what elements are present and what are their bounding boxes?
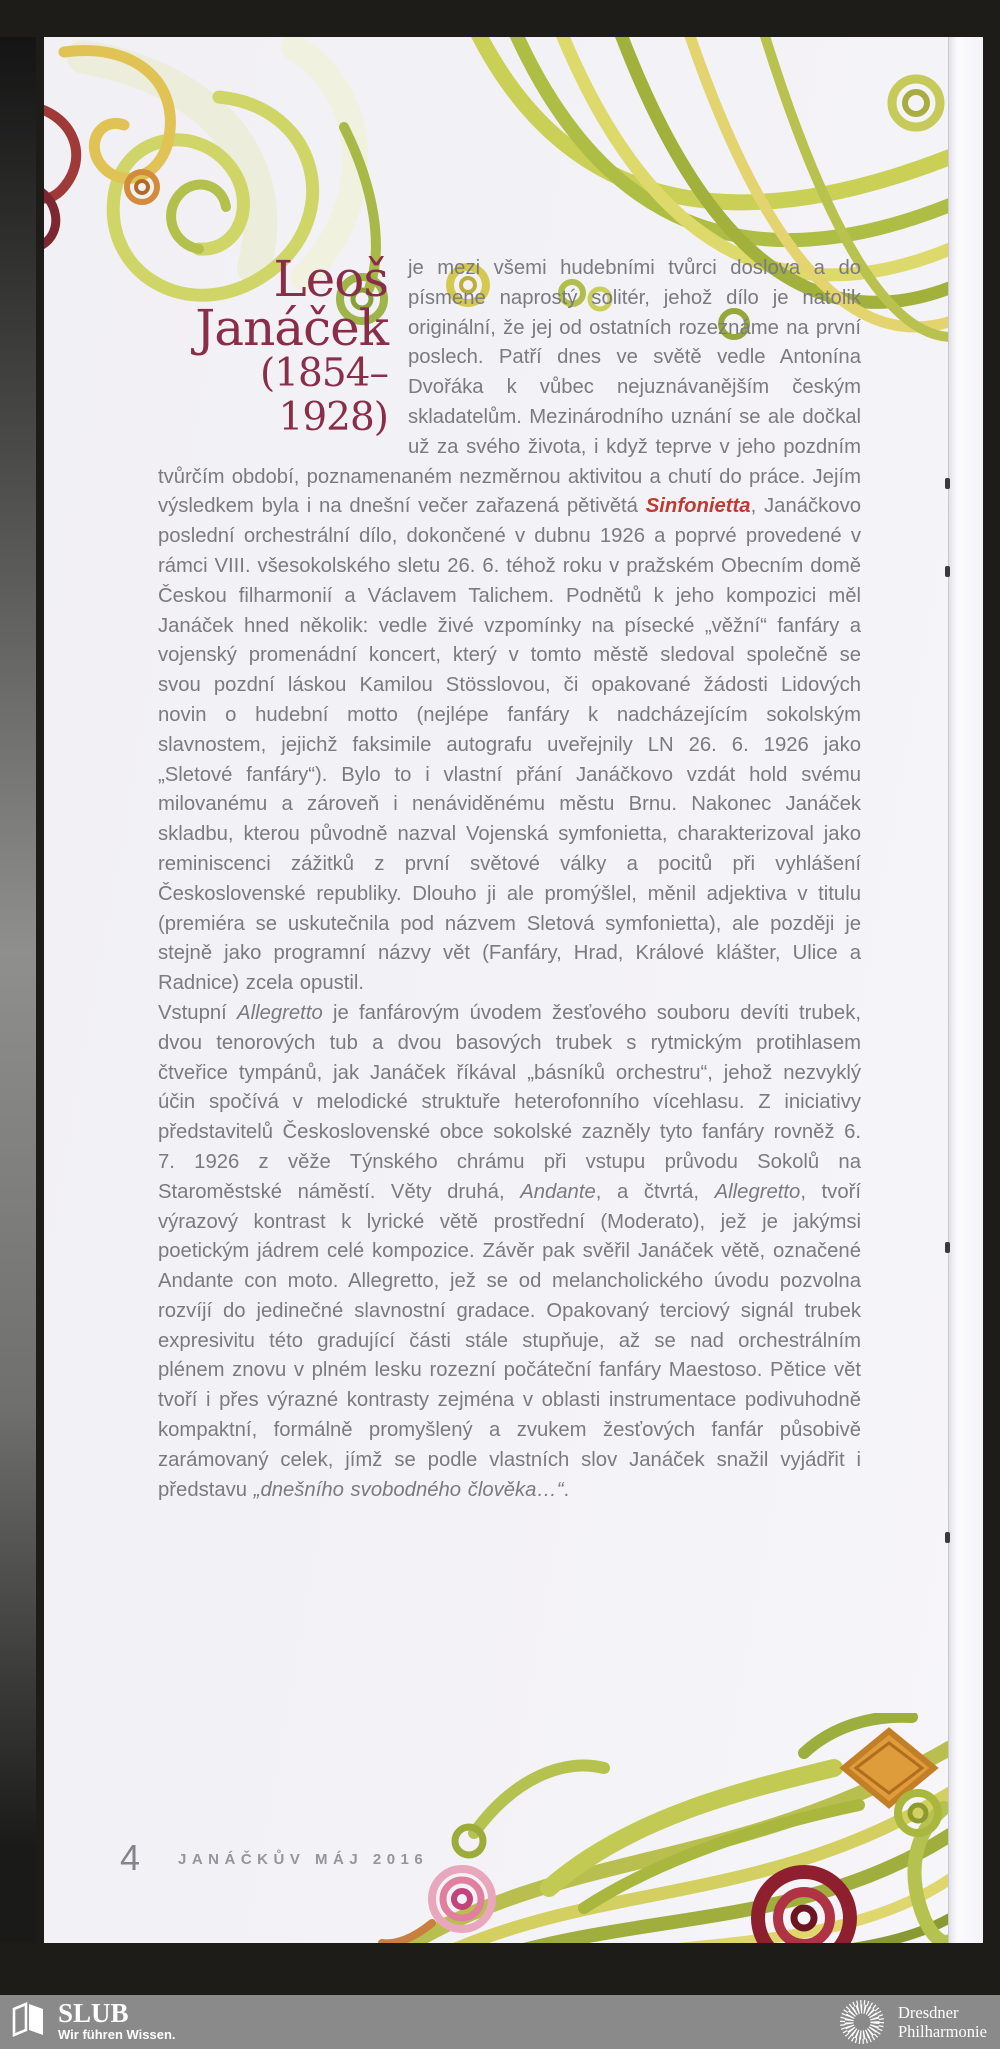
page-fold-edge bbox=[948, 37, 983, 1943]
fold-notch bbox=[945, 1532, 950, 1543]
composer-last-name: Janáček bbox=[195, 299, 388, 357]
composer-title-block bbox=[158, 250, 408, 440]
fold-notch bbox=[945, 1242, 950, 1253]
fold-notch bbox=[945, 478, 950, 489]
dresdner-philharmonie-logo-link[interactable] bbox=[836, 1995, 987, 2049]
slub-logo-link[interactable] bbox=[12, 1999, 176, 2042]
dresdner-philharmonie-wordmark bbox=[898, 2003, 987, 2041]
slub-tagline: Wir führen Wissen. bbox=[58, 2027, 176, 2042]
partner-line1: Dresdner bbox=[898, 2003, 959, 2022]
paragraph-sinfonietta-history: je mezi všemi hudebními tvůrci doslova a do písmene naprostý solitér, jehož dílo je natolik originální, že jej od ostatních rozeznáme na první poslech. Patří dnes ve světě vedle Antonína Dvořáka k vůbec nejuznávanějším českým skladatelům. Mezinárodního uznání se ale dočkal už za svého života, i když teprve v jeho pozdním tvůrčím období, poznamenaném nezměrnou aktivitou a chutí do práce. Jejím výsledkem byla i na dnešní večer zařazená pětivětá Sinfonietta, Janáčkovo poslední orchestrální dílo, dokončené v dubnu 1926 a poprvé provedené v rámci VIII. všesokolského sletu 26. 6. téhož roku v pražském Obecním domě Českou filharmonií a Václavem Talichem. Podnětů k jeho kompozici měl Janáček hned několik: vedle živé vzpomínky na písecké „věžní“ fanfáry a vojenský promenádní koncert, který v tomto městě sledoval společně se svou pozdní láskou Kamilou Stösslovou, či opakované žádosti Lidových novin o hudební motto (nejlépe fanfáry k nadcházejícím sokolským slavnostem, jejichž faksimile autografu uveřejnily LN 26. 6. 1926 jako „Sletové fanfáry“). Bylo to i vlastní přání Janáčkovo vzdát hold svému milovanému a zároveň i nenáviděnému městu Brnu. Nakonec Janáček skladbu, kterou původně nazval Vojenská symfonietta, charakterizoval jako reminiscenci zážitků z první světové války a pocitů při vyhlášení Československé republiky. Dlouho ji ale promýšlel, měnil adjektiva v titulu (premiéra se uskutečnila pod názvem Sletová symfonietta), ale později je stejně jako programní názvy vět (Fanfáry, Hrad, Králové klášter, Ulice a Radnice) zcela opustil. bbox=[158, 257, 861, 995]
paragraph-movements-analysis: Vstupní Allegretto je fanfárovým úvodem žesťového souboru devíti trubek, dvou tenorových tub a dvou basových trubek s rytmickým protihlasem čtveřice tympánů, jak Janáček říkával „básníků orchestru“, jehož nezvyklý účin spočívá v melodické struktuře heterofonního vícehlasu. Z iniciativy představitelů Československé obce sokolské zazněly tyto fanfáry rovněž 6. 7. 1926 z věže Týnského chrámu při vstupu průvodu Sokolů na Staroměstské náměstí. Věty druhá, Andante, a čtvrtá, Allegretto, tvoří výrazový kontrast k lyrické větě prostřední (Moderato), jež je jakýmsi poetickým jádrem celé kompozice. Závěr pak svěřil Janáček větě, označené Andante con moto. Allegretto, jež se od melancholického úvodu pozvolna rozvíjí do jedinečné slavnostní gradace. Opakovaný terciový signál trubek expresivitu této gradující části stále stupňuje, až se nad orchestrálním plénem znovu v plném lesku rozezní počáteční fanfáry Maestoso. Pětice vět tvoří i přes výrazné kontrasty zejména v oblasti instrumentace podivuhodně kompaktní, formálně promyšlený a zvukem žesťových fanfár působivě zarámovaný celek, jímž se podle vlastních slov Janáček snažil vyjádřit i představu „dnešního svobodného člověka…“. bbox=[158, 1001, 861, 1501]
page-number: 4 bbox=[120, 1837, 141, 1878]
fold-notch bbox=[945, 566, 950, 577]
article-body-text bbox=[158, 250, 861, 1505]
quilling-artwork-bottom bbox=[44, 1713, 948, 1943]
scanned-booklet-page bbox=[44, 37, 948, 1943]
partner-line2: Philharmonie bbox=[898, 2022, 987, 2041]
slub-name: SLUB bbox=[58, 1998, 129, 2028]
book-icon bbox=[12, 2001, 46, 2037]
article-content bbox=[158, 250, 861, 1505]
festival-series-title: JANÁČKŮV MÁJ 2016 bbox=[178, 1851, 429, 1868]
slub-wordmark bbox=[58, 1999, 176, 2042]
composer-life-years: (1854–1928) bbox=[260, 351, 388, 440]
viewer-footer-bar bbox=[0, 1995, 1000, 2049]
starburst-icon bbox=[836, 1996, 888, 2048]
scan-background-left-strip bbox=[0, 37, 36, 1943]
composer-first-name: Leoš bbox=[273, 250, 388, 308]
